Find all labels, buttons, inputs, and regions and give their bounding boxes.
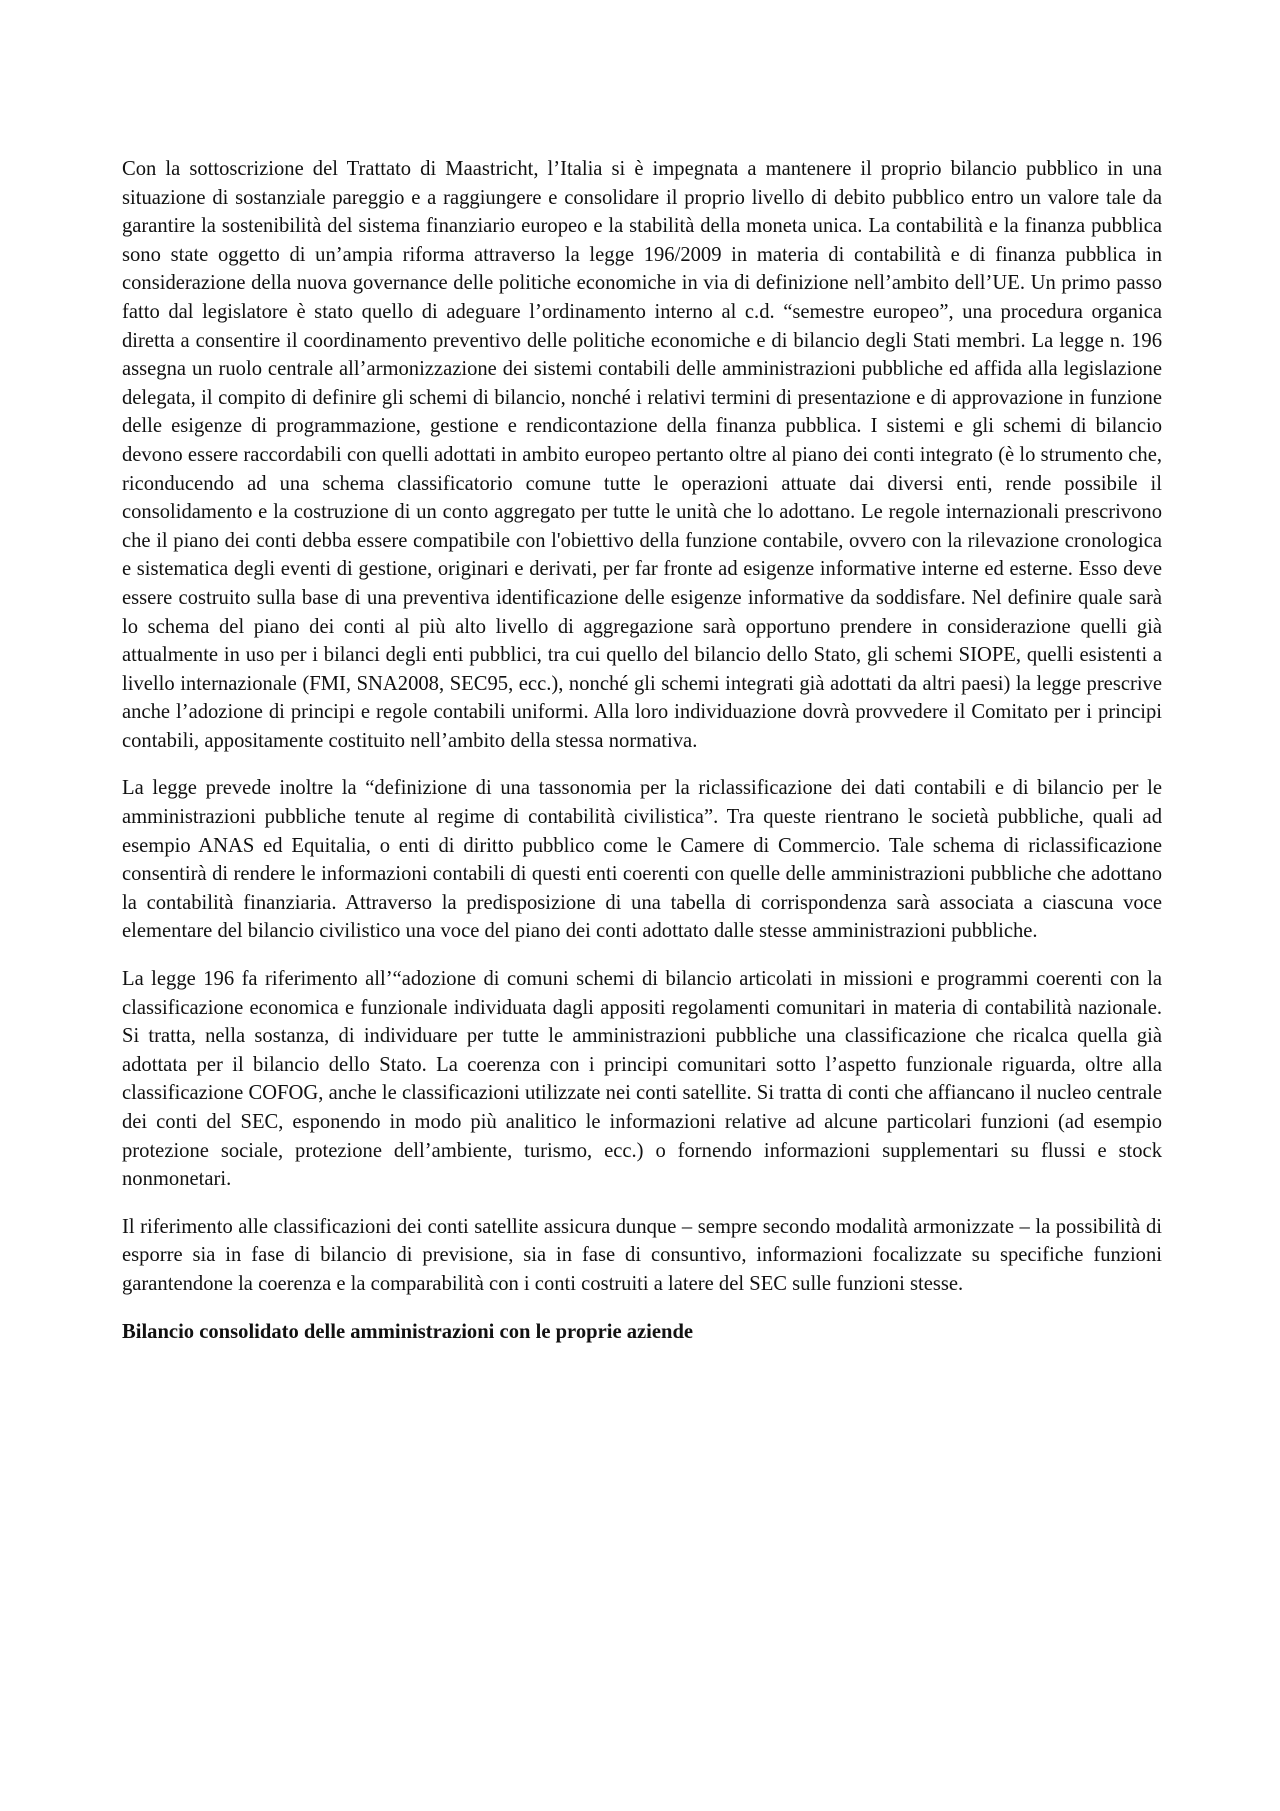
paragraph-conti-satellite: Il riferimento alle classificazioni dei conti satellite assicura dunque – sempre secondo modalità armonizzate – la possibilità di esporre sia in fase di bilancio di previsione, sia in fase di consuntivo, informazioni focalizzate su specifiche funzioni garantendone la coerenza e la comparabilità con i conti costruiti a latere del SEC sulle funzioni stesse. <box>122 1215 1162 1295</box>
section-heading: Bilancio consolidato delle amministrazioni con le proprie aziende <box>122 1320 694 1343</box>
paragraph-legge-196: La legge 196 fa riferimento all’“adozione di comuni schemi di bilancio articolati in missioni e programmi coerenti con la classificazione economica e funzionale individuata dagli appositi regolamenti comunitari in materia di contabilità nazionale. Si tratta, nella sostanza, di individuare per tutte le amministrazioni pubbliche una classificazione che ricalca quella già adottata per il bilancio dello Stato. La coerenza con i principi comunitari sotto l’aspetto funzionale riguarda, oltre alla classificazione COFOG, anche le classificazioni utilizzate nei conti satellite. Si tratta di conti che affiancano il nucleo centrale dei conti del SEC, esponendo in modo più analitico le informazioni relative ad alcune particolari funzioni (ad esempio protezione sociale, protezione dell’ambiente, turismo, ecc.) o fornendo informazioni supplementari su flussi e stock nonmonetari. <box>122 968 1162 1191</box>
paragraph-tassonomia: La legge prevede inoltre la “definizione di una tassonomia per la riclassificazione dei dati contabili e di bilancio per le amministrazioni pubbliche tenute al regime di contabilità civilistica”. Tra queste rientrano le società pubbliche, quali ad esempio ANAS ed Equitalia, o enti di diritto pubblico come le Camere di Commercio. Tale schema di riclassificazione consentirà di rendere le informazioni contabili di questi enti coerenti con quelle delle amministrazioni pubbliche che adottano la contabilità finanziaria. Attraverso la predisposizione di una tabella di corrispondenza sarà associata a ciascuna voce elementare del bilancio civilistico una voce del piano dei conti adottato dalle stesse amministrazioni pubbliche. <box>122 777 1162 943</box>
paragraph-maastricht: Con la sottoscrizione del Trattato di Maastricht, l’Italia si è impegnata a mantenere il proprio bilancio pubblico in una situazione di sostanziale pareggio e a raggiungere e consolidare il proprio livello di debito pubblico entro un valore tale da garantire la sostenibilità del sistema finanziario europeo e la stabilità della moneta unica. La contabilità e la finanza pubblica sono state oggetto di un’ampia riforma attraverso la legge 196/2009 in materia di contabilità e di finanza pubblica in considerazione della nuova governance delle politiche economiche in via di definizione nell’ambito dell’UE. Un primo passo fatto dal legislatore è stato quello di adeguare l’ordinamento interno al c.d. “semestre europeo”, una procedura organica diretta a consentire il coordinamento preventivo delle politiche economiche e di bilancio degli Stati membri. La legge n. 196 assegna un ruolo centrale all’armonizzazione dei sistemi contabili delle amministrazioni pubbliche ed affida alla legislazione delegata, il compito di definire gli schemi di bilancio, nonché i relativi termini di presentazione e di approvazione in funzione delle esigenze di programmazione, gestione e rendicontazione della finanza pubblica. I sistemi e gli schemi di bilancio devono essere raccordabili con quelli adottati in ambito europeo pertanto oltre al piano dei conti integrato (è lo strumento che, riconducendo ad una schema classificatorio comune tutte le operazioni attuate dai diversi enti, rende possibile il consolidamento e la costruzione di un conto aggregato per tutte le unità che lo adottano. Le regole internazionali prescrivono che il piano dei conti debba essere compatibile con l'obiettivo della funzione contabile, ovvero con la rilevazione cronologica e sistematica degli eventi di gestione, originari e derivati, per far fronte ad esigenze informative interne ed esterne. Esso deve essere costruito sulla base di una preventiva identificazione delle esigenze informative da soddisfare. Nel definire quale sarà lo schema del piano dei conti al più alto livello di aggregazione sarà opportuno prendere in considerazione quelli già attualmente in uso per i bilanci degli enti pubblici, tra cui quello del bilancio dello Stato, gli schemi SIOPE, quelli esistenti a livello internazionale (FMI, SNA2008, SEC95, ecc.), nonché gli schemi integrati già adottati da altri paesi) la legge prescrive anche l’adozione di principi e regole contabili uniformi. Alla loro individuazione dovrà provvedere il Comitato per i principi contabili, appositamente costituito nell’ambito della stessa normativa. <box>122 158 1162 752</box>
document-page <box>122 155 1162 1346</box>
